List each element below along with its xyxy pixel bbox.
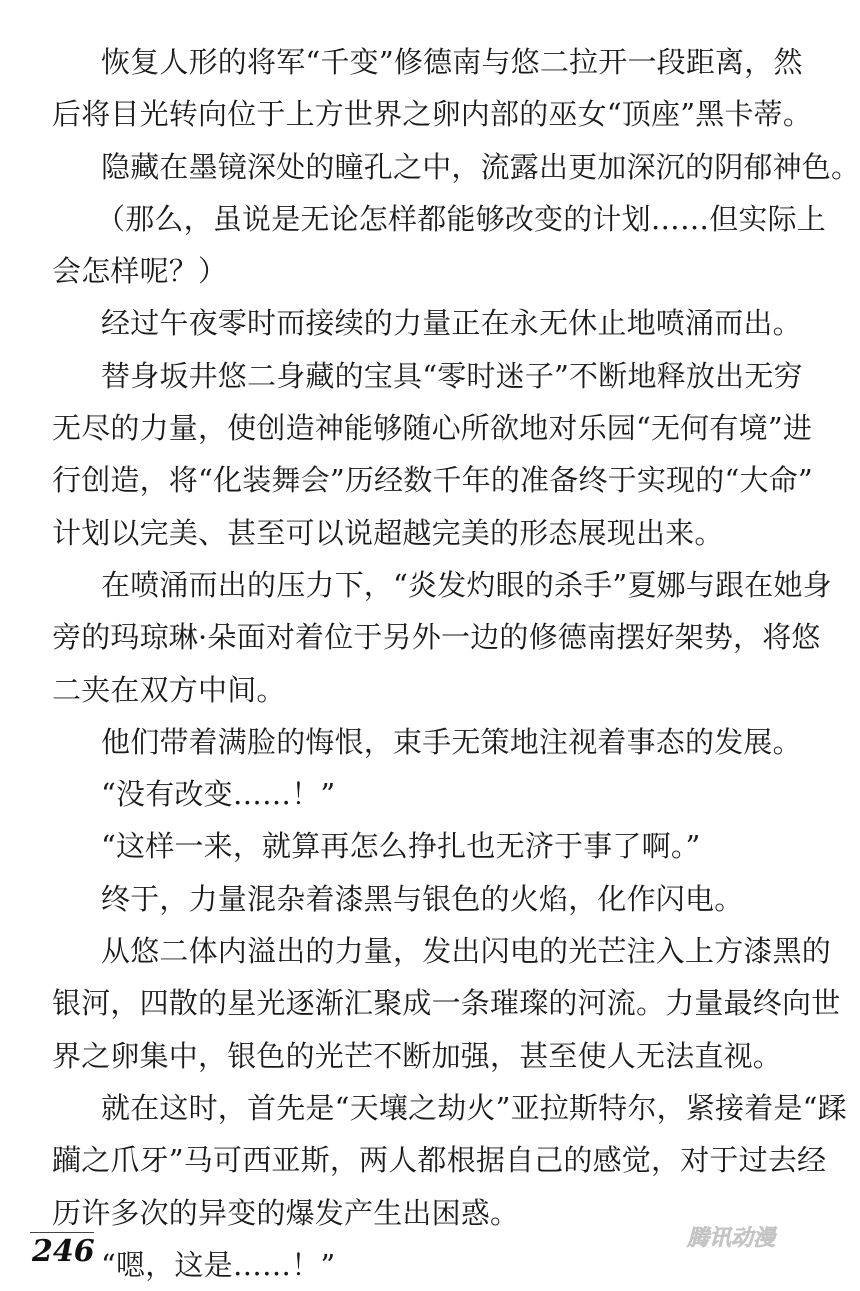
text-line-14: 他们带着满脸的悔恨，束手无策地注视着事态的发展。 xyxy=(101,724,802,759)
watermark-text: 腾讯动漫 xyxy=(686,1226,776,1251)
text-line-7: 替身坂井悠二身藏的宝具“零时迷子”不断地释放出无穷 xyxy=(101,358,803,393)
text-line-10: 计划以完美、甚至可以说超越完美的形态展现出来。 xyxy=(52,515,724,550)
text-line-15: “没有改变……！” xyxy=(101,777,336,812)
text-line-4: （那么，虽说是无论怎样都能够改变的计划……但实际上 xyxy=(96,201,827,236)
footer-rule xyxy=(30,1232,94,1233)
text-line-22: 躏之爪牙”马可西亚斯，两人都根据自己的感觉，对于过去经 xyxy=(52,1143,827,1178)
text-line-16: “这样一来，就算再怎么挣扎也无济于事了啊。” xyxy=(101,829,701,864)
text-line-8: 无尽的力量，使创造神能够随心所欲地对乐园“无何有境”进 xyxy=(52,411,813,446)
body-text xyxy=(52,36,860,1291)
text-line-1: 恢复人形的将军“千变”修德南与悠二拉开一段距离，然 xyxy=(101,45,803,79)
text-line-13: 二夹在双方中间。 xyxy=(52,672,286,707)
text-line-24: “嗯，这是……！” xyxy=(101,1247,336,1282)
text-line-17: 终于，力量混杂着漆黑与银色的火焰，化作闪电。 xyxy=(101,881,744,916)
text-line-23: 历许多次的异变的爆发产生出困惑。 xyxy=(52,1195,520,1230)
text-line-18: 从悠二体内溢出的力量，发出闪电的光芒注入上方漆黑的 xyxy=(101,934,832,969)
watermark-logo xyxy=(672,1222,790,1252)
text-line-12: 旁的玛琼琳·朵面对着位于另外一边的修德南摆好架势，将悠 xyxy=(52,620,821,655)
text-line-5: 会怎样呢？） xyxy=(52,254,228,289)
page-number: 246 xyxy=(32,1234,95,1269)
text-line-9: 行创造，将“化装舞会”历经数千年的准备终于实现的“大命” xyxy=(52,463,813,498)
text-line-11: 在喷涌而出的压力下，“炎发灼眼的杀手”夏娜与跟在她身 xyxy=(101,567,832,602)
text-line-19: 银河，四散的星光逐渐汇聚成一条璀璨的河流。力量最终向世 xyxy=(52,986,841,1021)
text-line-6: 经过午夜零时而接续的力量正在永无休止地喷涌而出。 xyxy=(101,306,802,341)
text-line-21: 就在这时，首先是“天壤之劫火”亚拉斯特尔，紧接着是“蹂 xyxy=(101,1090,847,1125)
text-line-3: 隐藏在墨镜深处的瞳孔之中，流露出更加深沉的阴郁神色。 xyxy=(101,149,860,184)
text-line-2: 后将目光转向位于上方世界之卵内部的巫女“顶座”黑卡蒂。 xyxy=(52,97,813,132)
text-line-20: 界之卵集中，银色的光芒不断加强，甚至使人无法直视。 xyxy=(52,1038,783,1073)
